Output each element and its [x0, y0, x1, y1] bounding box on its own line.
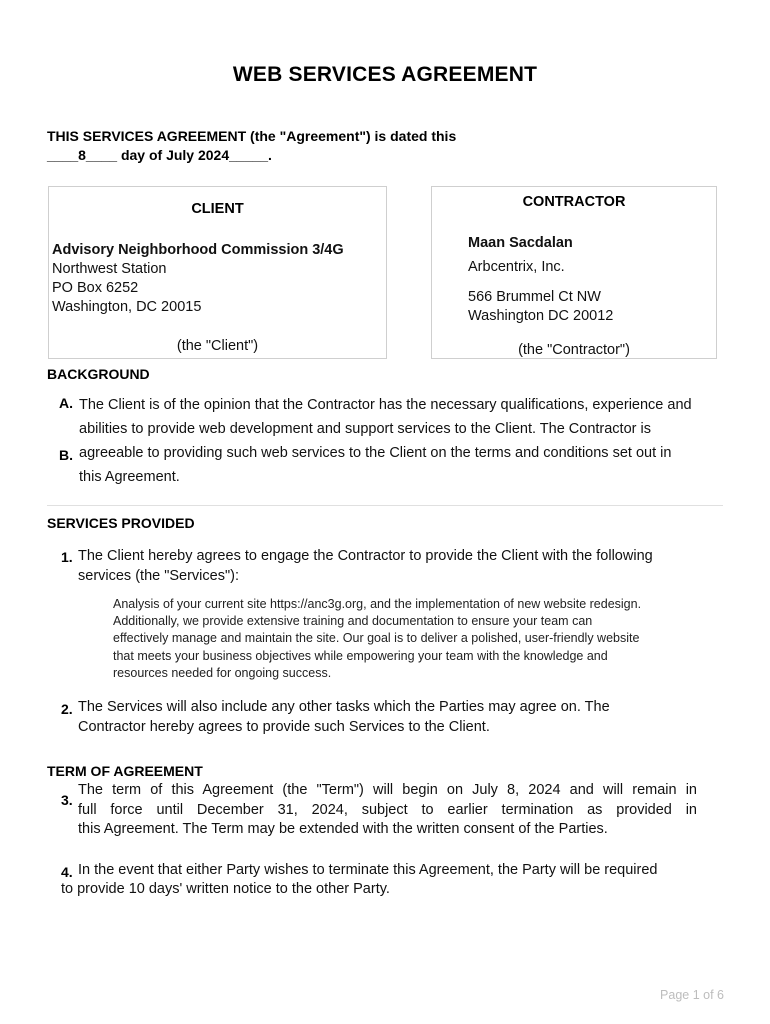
client-address-line-3: Washington, DC 20015: [52, 299, 202, 315]
term-item-4-line-2: to provide 10 days' written notice to the other Party.: [61, 881, 390, 897]
contractor-address-line-2: Washington DC 20012: [468, 308, 614, 324]
services-item-2-line-2: Contractor hereby agrees to provide such Services to the Client.: [78, 718, 490, 735]
services-detail-line-1: Analysis of your current site https://anc3g.org, and the implementation of new website redesign.: [113, 597, 642, 611]
term-item-3-line-2: full force until December 31, 2024, subject to earlier termination as provided in: [78, 801, 697, 818]
services-item-1-marker: 1.: [61, 549, 73, 565]
term-item-3-line-3: this Agreement. The Term may be extended with the written consent of the Parties.: [78, 821, 608, 837]
term-item-3-marker: 3.: [61, 792, 73, 808]
services-item-1-line-2: services (the "Services"):: [78, 567, 239, 584]
contractor-alias: (the "Contractor"): [518, 342, 630, 358]
services-item-2-line-1: The Services will also include any other tasks which the Parties may agree on. The: [78, 699, 610, 715]
background-line-1: The Client is of the opinion that the Contractor has the necessary qualifications, experience and: [79, 397, 692, 413]
background-line-3: agreeable to providing such web services to the Client on the terms and conditions set out in: [79, 445, 672, 461]
section-divider: [47, 505, 723, 506]
services-detail-line-2: Additionally, we provide extensive training and documentation to ensure your team can: [113, 614, 593, 629]
client-heading: CLIENT: [191, 201, 244, 217]
term-item-3: [78, 781, 697, 840]
background-paragraph: [79, 393, 692, 489]
services-item-2: [78, 698, 610, 737]
client-address-line-1: Northwest Station: [52, 261, 167, 277]
page-number: Page 1 of 6: [660, 988, 724, 1002]
background-heading: BACKGROUND: [47, 366, 150, 382]
contractor-box: [431, 186, 717, 359]
agreement-intro: [47, 127, 456, 165]
contractor-heading: CONTRACTOR: [522, 194, 626, 210]
client-address: [52, 260, 201, 317]
client-box: [48, 186, 387, 359]
services-item-2-marker: 2.: [61, 701, 73, 717]
services-detail: [113, 596, 641, 682]
contractor-name: Maan Sacdalan: [468, 235, 573, 251]
contractor-address: [468, 288, 613, 326]
services-detail-line-3: effectively manage and maintain the site. Our goal is to deliver a polished, user-friendly website: [113, 631, 640, 646]
intro-line-1: THIS SERVICES AGREEMENT (the "Agreement") is dated this: [47, 128, 457, 144]
contractor-address-line-1: 566 Brummel Ct NW: [468, 289, 601, 305]
term-item-4-line-1: In the event that either Party wishes to terminate this Agreement, the Party will be required: [78, 862, 658, 878]
contractor-company: Arbcentrix, Inc.: [468, 259, 565, 275]
background-line-2: abilities to provide web development and support services to the Client. The Contractor is: [79, 421, 651, 437]
term-heading: TERM OF AGREEMENT: [47, 763, 203, 779]
services-item-1: [78, 547, 653, 586]
services-detail-line-5: resources needed for ongoing success.: [113, 665, 332, 680]
services-heading: SERVICES PROVIDED: [47, 515, 195, 531]
background-marker-b: B.: [59, 447, 73, 463]
client-alias: (the "Client"): [176, 338, 259, 354]
intro-line-2: ____8____ day of July 2024_____.: [47, 147, 272, 163]
term-item-4-marker: 4.: [61, 864, 73, 880]
document-title: WEB SERVICES AGREEMENT: [232, 63, 538, 86]
services-item-1-line-1: The Client hereby agrees to engage the Contractor to provide the Client with the following: [78, 548, 653, 564]
background-line-4: this Agreement.: [79, 469, 180, 485]
background-marker-a: A.: [59, 395, 73, 411]
term-item-3-line-1: The term of this Agreement (the "Term") will begin on July 8, 2024 and will remain in: [78, 782, 697, 798]
client-name: Advisory Neighborhood Commission 3/4G: [52, 242, 344, 258]
client-address-line-2: PO Box 6252: [52, 280, 139, 296]
services-detail-line-4: that meets your business objectives while empowering your team with the knowledge and: [113, 648, 608, 663]
